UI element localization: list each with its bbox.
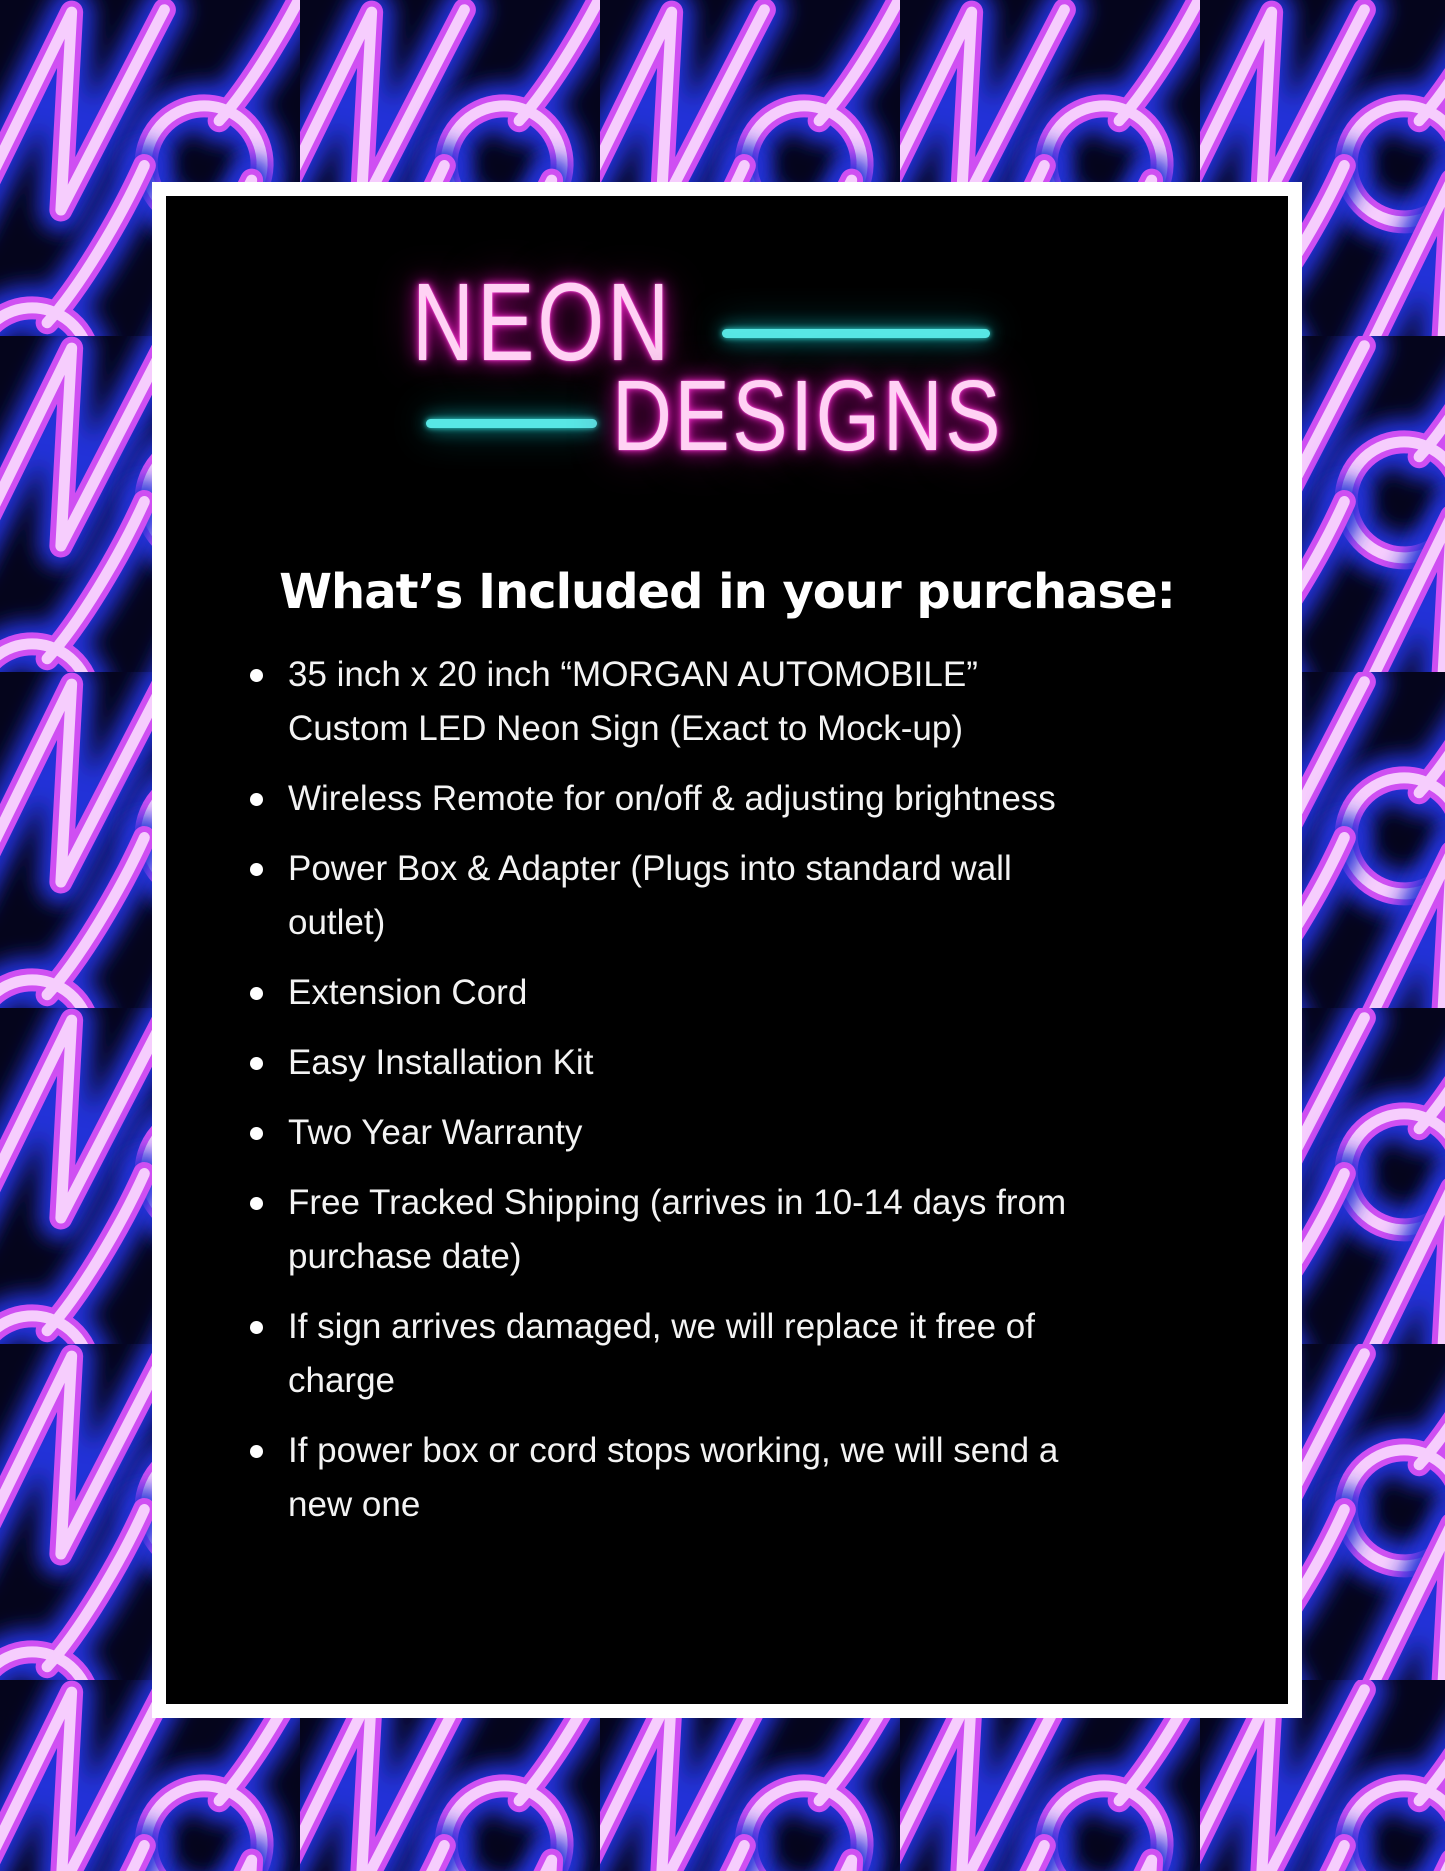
list-item-text: Two Year Warranty bbox=[288, 1113, 583, 1152]
list-item-text: Easy Installation Kit bbox=[288, 1043, 594, 1082]
list-item-text: If sign arrives damaged, we will replace it free of bbox=[288, 1307, 1035, 1346]
neon-divider-line-bottom bbox=[426, 419, 597, 428]
list-item bbox=[288, 842, 1192, 950]
bullet-dot bbox=[250, 1197, 263, 1210]
list-item-text: Power Box & Adapter (Plugs into standard wall bbox=[288, 849, 1012, 888]
bullet-dot bbox=[250, 669, 263, 682]
logo bbox=[166, 196, 1288, 496]
logo-word-designs: DESIGNS bbox=[612, 360, 1004, 472]
included-items-list bbox=[166, 648, 1288, 1548]
list-item-text: new one bbox=[288, 1485, 421, 1524]
logo-word-neon: NEON bbox=[412, 261, 673, 384]
bullet-dot bbox=[250, 863, 263, 876]
bullet-dot bbox=[250, 987, 263, 1000]
page-title: What’s Included in your purchase: bbox=[279, 564, 1175, 620]
list-item-text: 35 inch x 20 inch “MORGAN AUTOMOBILE” bbox=[288, 655, 978, 694]
list-item bbox=[288, 1036, 1192, 1090]
bullet-dot bbox=[250, 1321, 263, 1334]
list-item-text: purchase date) bbox=[288, 1237, 522, 1276]
bullet-dot bbox=[250, 1445, 263, 1458]
list-item-text: outlet) bbox=[288, 903, 386, 942]
bullet-dot bbox=[250, 1127, 263, 1140]
list-item-text: If power box or cord stops working, we will send a bbox=[288, 1431, 1059, 1470]
list-item-text: Custom LED Neon Sign (Exact to Mock-up) bbox=[288, 709, 963, 748]
list-item bbox=[288, 1176, 1192, 1284]
bullet-dot bbox=[250, 1057, 263, 1070]
bullet-dot bbox=[250, 793, 263, 806]
list-item-text: Free Tracked Shipping (arrives in 10-14 days from bbox=[288, 1183, 1067, 1222]
list-item bbox=[288, 1300, 1192, 1408]
list-item bbox=[288, 648, 1192, 756]
list-item-text: charge bbox=[288, 1361, 396, 1400]
list-item bbox=[288, 966, 1192, 1020]
content-card bbox=[152, 182, 1302, 1718]
list-item-text: Extension Cord bbox=[288, 973, 528, 1012]
neon-divider-line-top bbox=[722, 329, 990, 338]
list-item bbox=[288, 1106, 1192, 1160]
list-item-text: Wireless Remote for on/off & adjusting brightness bbox=[288, 779, 1056, 818]
list-item bbox=[288, 772, 1192, 826]
list-item bbox=[288, 1424, 1192, 1532]
